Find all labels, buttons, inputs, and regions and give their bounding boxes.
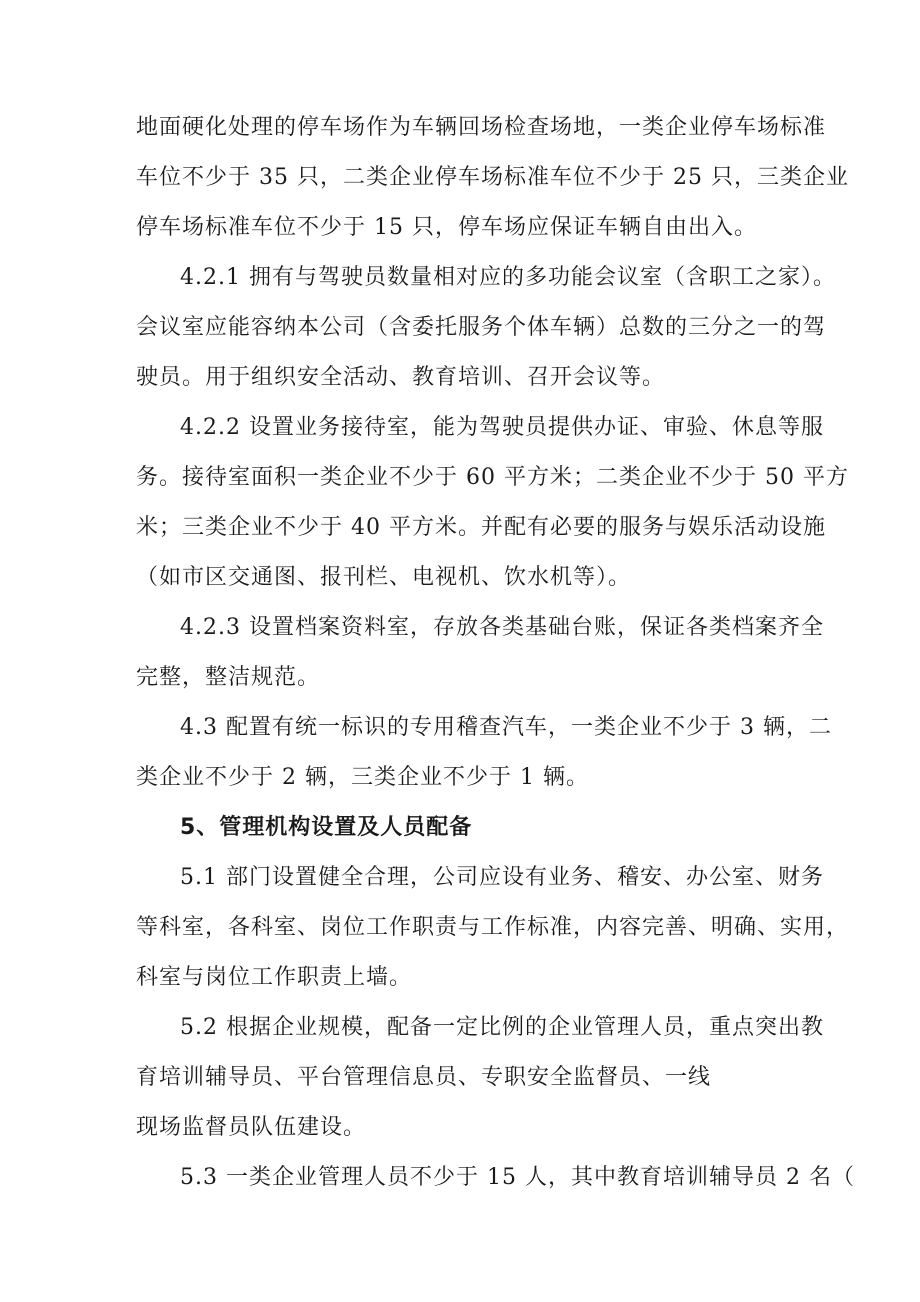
body-text-line: 地面硬化处理的停车场作为车辆回场检查场地，一类企业停车场标准 (136, 115, 827, 140)
body-text-line: 会议室应能容纳本公司（含委托服务个体车辆）总数的三分之一的驾 (136, 315, 827, 340)
body-text-line: 科室与岗位工作职责上墙。 (136, 965, 413, 990)
paragraph-4-2-3: 4.2.3 设置档案资料室，存放各类基础台账，保证各类档案齐全 (180, 615, 824, 640)
body-text-line: 现场监督员队伍建设。 (136, 1115, 367, 1140)
paragraph-4-3: 4.3 配置有统一标识的专用稽查汽车，一类企业不少于 3 辆，二 (180, 715, 832, 740)
body-text-line: 等科室，各科室、岗位工作职责与工作标准，内容完善、明确、实用， (136, 915, 850, 940)
paragraph-5-3: 5.3 一类企业管理人员不少于 15 人，其中教育培训辅导员 2 名（ (180, 1165, 855, 1190)
paragraph-4-2-1: 4.2.1 拥有与驾驶员数量相对应的多功能会议室（含职工之家）。 (180, 265, 836, 290)
paragraph-5-2: 5.2 根据企业规模，配备一定比例的企业管理人员，重点突出教 (180, 1015, 824, 1040)
body-text-line: 类企业不少于 2 辆，三类企业不少于 1 辆。 (136, 765, 589, 790)
body-text-line: 完整，整洁规范。 (136, 665, 321, 690)
body-text-line: 务。接待室面积一类企业不少于 60 平方米；二类企业不少于 50 平方 (136, 465, 849, 490)
body-text-line: 育培训辅导员、平台管理信息员、专职安全监督员、一线 (136, 1065, 712, 1090)
body-text-line: 驶员。用于组织安全活动、教育培训、召开会议等。 (136, 365, 666, 390)
body-text-line: 米；三类企业不少于 40 平方米。并配有必要的服务与娱乐活动设施 (136, 515, 826, 540)
section-heading-5: 5、管理机构设置及人员配备 (180, 815, 473, 840)
body-text-line: 停车场标准车位不少于 15 只，停车场应保证车辆自由出入。 (136, 215, 757, 240)
paragraph-5-1: 5.1 部门设置健全合理，公司应设有业务、稽安、办公室、财务 (180, 865, 824, 890)
paragraph-4-2-2: 4.2.2 设置业务接待室，能为驾驶员提供办证、审验、休息等服 (180, 415, 824, 440)
body-text-line: 车位不少于 35 只，二类企业停车场标准车位不少于 25 只，三类企业 (136, 165, 849, 190)
body-text-line: （如市区交通图、报刊栏、电视机、饮水机等）。 (136, 565, 632, 590)
